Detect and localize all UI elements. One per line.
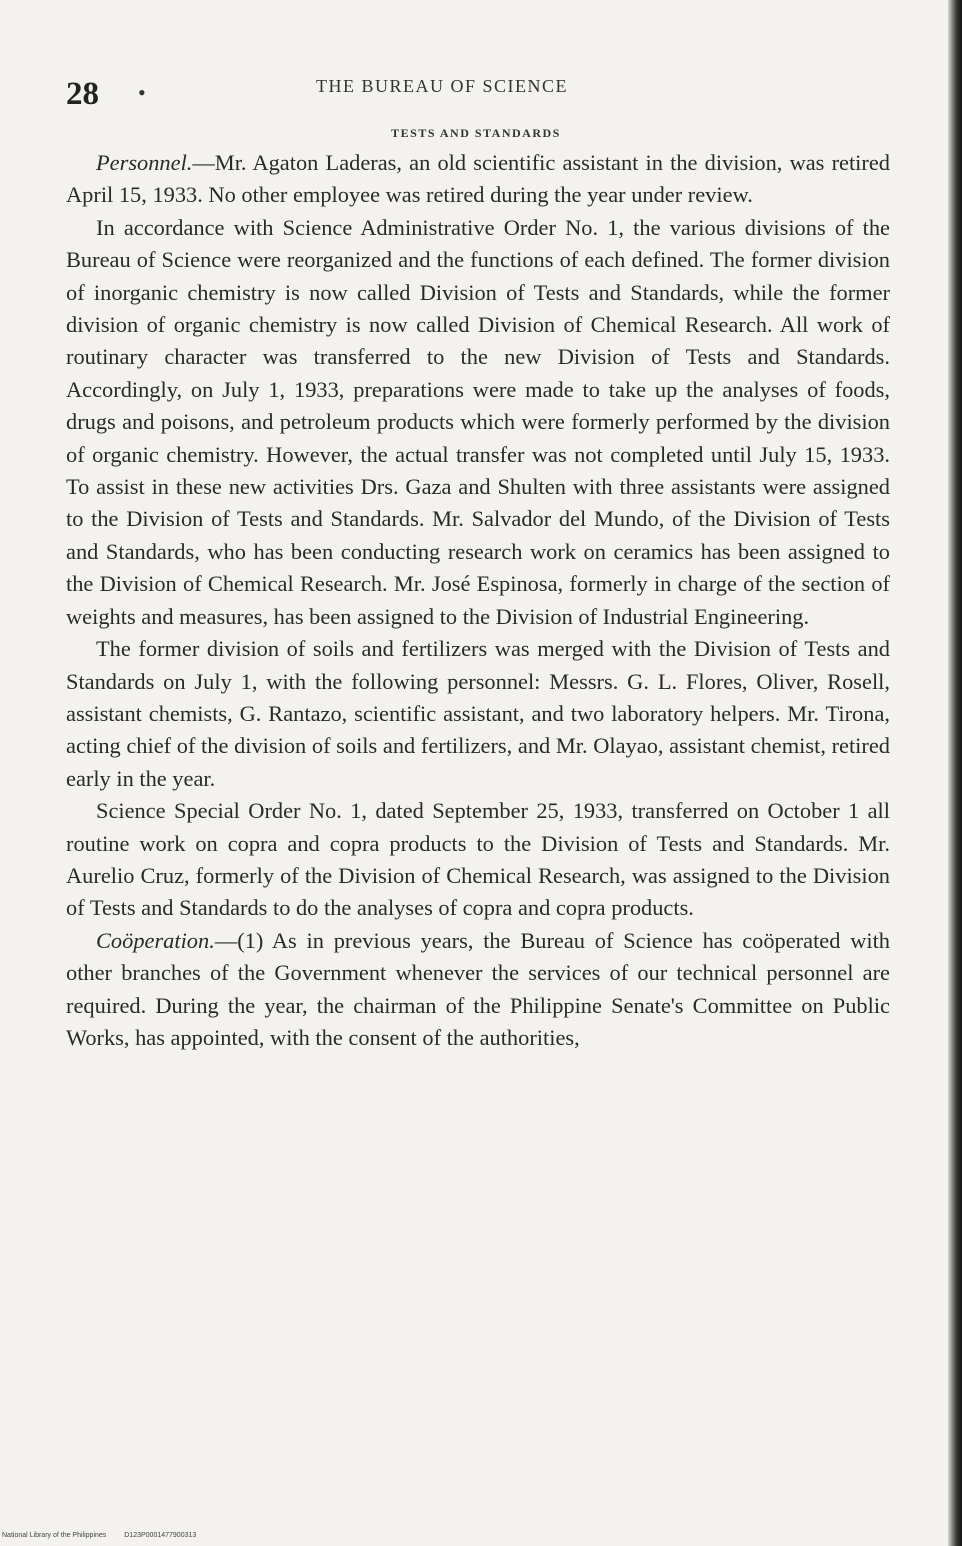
paragraph-lead: Coöperation. (96, 927, 215, 953)
scan-footer (2, 1532, 212, 1539)
footer-id: D123P0001477900313 (124, 1532, 197, 1539)
footer-library: National Library of the Philippines (2, 1532, 107, 1539)
paragraph-text: —(1) As in previous years, the Bureau of Science has coöperated with other branches of the Government whenever the services of our technical personnel are required. During the year, the chairman of the Philippine Senate's Committee on Public Works, has appointed, with the consent of the authorities, (66, 927, 890, 1050)
paragraph-lead: Personnel. (96, 150, 193, 175)
running-head: THE BUREAU OF SCIENCE (316, 76, 569, 96)
section-heading: TESTS AND STANDARDS (391, 126, 561, 140)
paragraph-text: In accordance with Science Administrative Order No. 1, the various divisions of the Bureau of Science were reorganized and the functions of each defined. The former division of inorganic chemistry is now called Division of Tests and Standards, while the former division of organic chemistry is now called Division of Chemical Research. All work of routinary character was transferred to the new Division of Tests and Standards. Accordingly, on July 1, 1933, preparations were made to take up the analyses of foods, drugs and poisons, and petroleum products which were formerly performed by the division of organic chemistry. However, the actual transfer was not completed until July 15, 1933. To assist in these new activities Drs. Gaza and Shulten with three assistants were assigned to the Division of Tests and Standards. Mr. Salvador del Mundo, of the Division of Tests and Standards, who has been conducting research work on ceramics has been assigned to the Division of Chemical Research. Mr. José Espinosa, formerly in charge of the section of weights and measures, has been assigned to the Division of Industrial Engineering. (66, 214, 890, 629)
paragraph-cooperation (66, 925, 890, 1055)
body-text (66, 147, 890, 1054)
paragraph-soils-merger (66, 633, 890, 795)
paragraph-text: —Mr. Agaton Laderas, an old scientific assistant in the division, was retired April 15, 1933. No other employee was retired during the year under review. (66, 150, 890, 208)
paragraph-text: Science Special Order No. 1, dated September 25, 1933, transferred on October 1 all routine work on copra and copra products to the Division of Tests and Standards. Mr. Aurelio Cruz, formerly of the Division of Chemical Research, was assigned to the Division of Tests and Standards to do the analyses of copra and copra products. (66, 798, 890, 921)
paragraph-reorganization (66, 212, 890, 633)
page-header (66, 70, 886, 114)
binding-gutter (948, 0, 962, 1546)
paragraph-personnel (66, 147, 890, 212)
paragraph-text: The former division of soils and fertilizers was merged with the Division of Tests and Standards on July 1, with the following personnel: Messrs. G. L. Flores, Oliver, Rosell, assistant chemists, G. Rantazo, scientific assistant, and two laboratory helpers. Mr. Tirona, acting chief of the division of soils and fertilizers, and Mr. Olayao, assistant chemist, retired early in the year. (66, 636, 890, 791)
page-number: 28 (66, 76, 99, 112)
header-bullet: • (138, 80, 146, 105)
paragraph-copra-transfer (66, 795, 890, 925)
